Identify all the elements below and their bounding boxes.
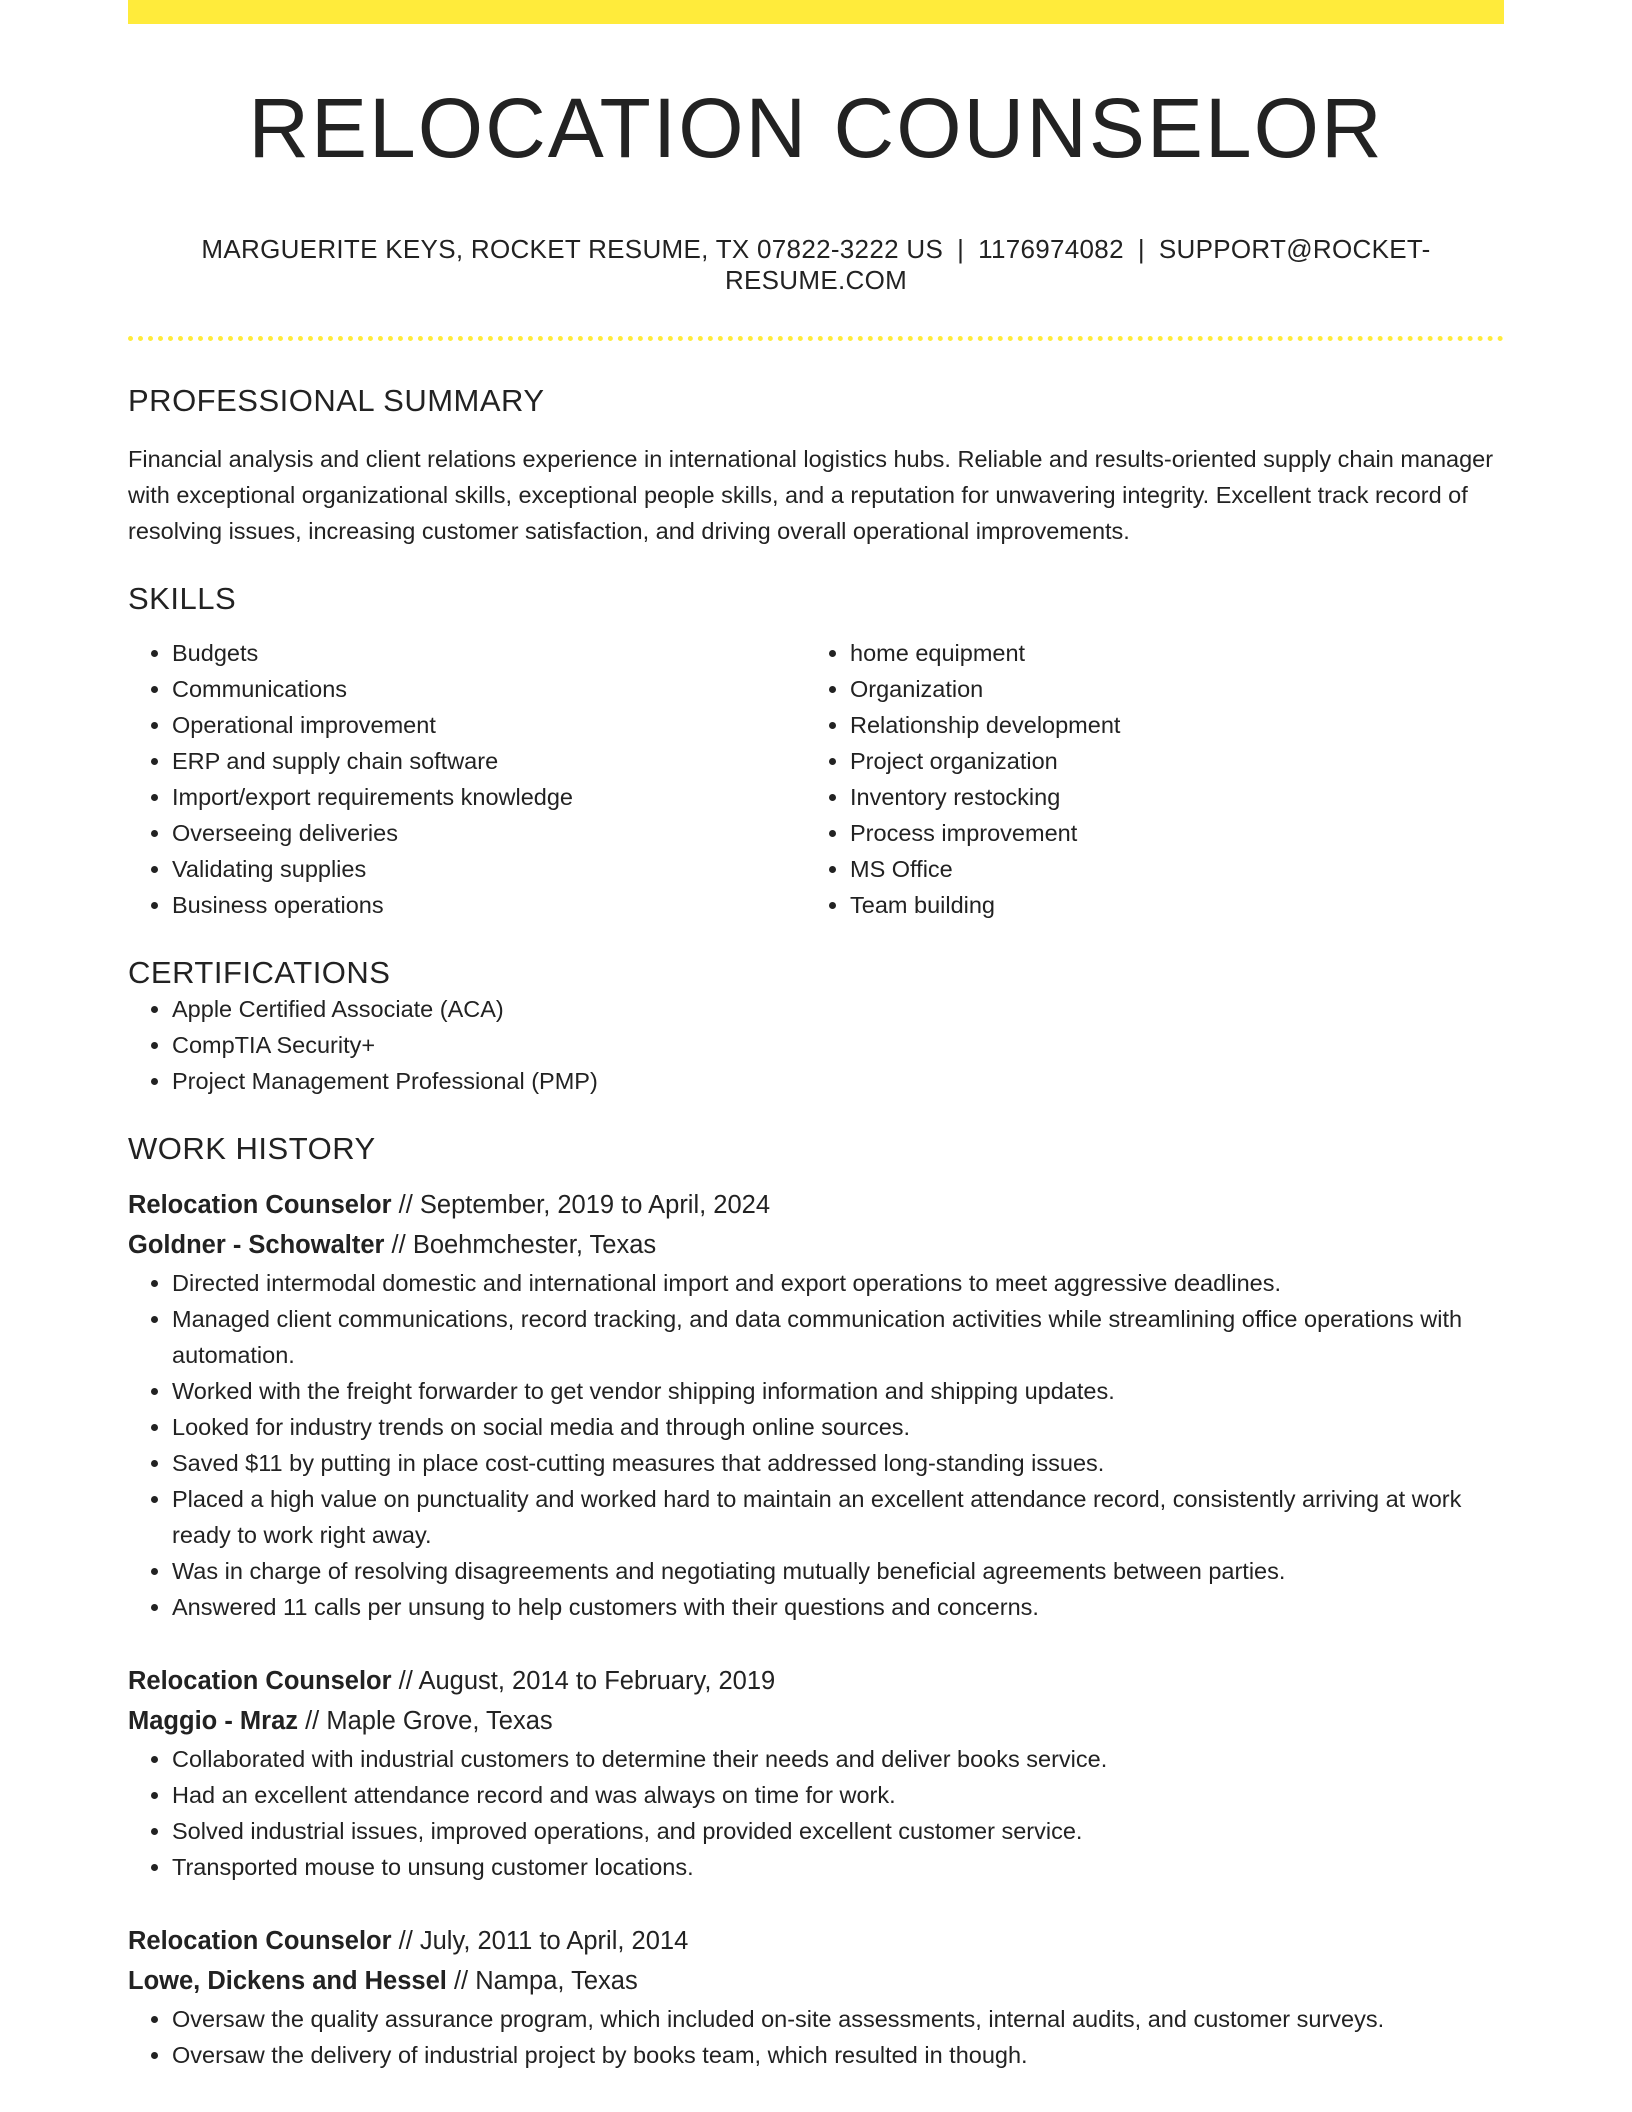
skill-item: • home equipment bbox=[850, 635, 1484, 671]
job-location: Maple Grove, Texas bbox=[326, 1707, 553, 1736]
contact-separator: | bbox=[957, 234, 965, 265]
certifications-list bbox=[128, 991, 1504, 1099]
job-title-line bbox=[128, 1661, 1504, 1701]
contact-email: SUPPORT@ROCKET-RESUME.COM bbox=[724, 234, 1431, 296]
job-dates: August, 2014 to February, 2019 bbox=[418, 1667, 776, 1696]
job-entry bbox=[128, 1921, 1504, 2073]
job-company: Goldner - Schowalter bbox=[128, 1231, 385, 1260]
job-location: Nampa, Texas bbox=[475, 1967, 638, 1996]
job-duty: • Had an excellent attendance record and was always on time for work. bbox=[172, 1777, 1504, 1813]
job-separator: // bbox=[446, 1967, 476, 1996]
skills-column-left bbox=[128, 635, 806, 923]
job-dates: September, 2019 to April, 2024 bbox=[419, 1191, 771, 1220]
job-company: Lowe, Dickens and Hessel bbox=[128, 1967, 447, 1996]
job-duties bbox=[128, 1265, 1504, 1625]
job-separator: // bbox=[391, 1667, 419, 1696]
job-duty: • Oversaw the delivery of industrial project by books team, which resulted in though. bbox=[172, 2037, 1504, 2073]
skill-item: • Project organization bbox=[850, 743, 1484, 779]
skills-list-right bbox=[806, 635, 1484, 923]
job-duty: • Worked with the freight forwarder to get vendor shipping information and shipping updates. bbox=[172, 1373, 1504, 1409]
job-title: Relocation Counselor bbox=[128, 1927, 392, 1956]
job-duty: • Collaborated with industrial customers to determine their needs and deliver books service. bbox=[172, 1741, 1504, 1777]
work-history-heading: WORK HISTORY bbox=[128, 1131, 376, 1167]
skill-item: • Budgets bbox=[172, 635, 806, 671]
summary-text: Financial analysis and client relations experience in international logistics hubs. Reliable and results-oriented supply chain manager with exceptional organizational skills, exceptional people skills, and a reputation for unwavering integrity. Excellent track record of resolving issues, increasing customer satisfaction, and driving overall operational improvements. bbox=[128, 446, 1494, 545]
skill-item: • Business operations bbox=[172, 887, 806, 923]
job-duty: • Was in charge of resolving disagreements and negotiating mutually beneficial agreements between parties. bbox=[172, 1553, 1504, 1589]
job-duty: • Answered 11 calls per unsung to help customers with their questions and concerns. bbox=[172, 1589, 1504, 1625]
skill-item: • Overseeing deliveries bbox=[172, 815, 806, 851]
job-location: Boehmchester, Texas bbox=[412, 1231, 657, 1260]
certification-item: • Apple Certified Associate (ACA) bbox=[172, 991, 1504, 1027]
job-company-line bbox=[128, 1225, 1504, 1265]
skill-item: • Organization bbox=[850, 671, 1484, 707]
job-dates: July, 2011 to April, 2014 bbox=[419, 1927, 689, 1956]
job-duties bbox=[128, 2001, 1504, 2073]
contact-phone: 1176974082 bbox=[978, 234, 1124, 265]
contact-address: MARGUERITE KEYS, ROCKET RESUME, TX 07822-3222 US bbox=[201, 234, 944, 265]
job-title: Relocation Counselor bbox=[128, 1191, 392, 1220]
job-duty: • Transported mouse to unsung customer locations. bbox=[172, 1849, 1504, 1885]
certification-item: • Project Management Professional (PMP) bbox=[172, 1063, 1504, 1099]
resume-title: RELOCATION COUNSELOR bbox=[248, 81, 1384, 175]
job-separator: // bbox=[391, 1191, 420, 1220]
dotted-divider bbox=[128, 336, 1504, 341]
job-company-line bbox=[128, 1961, 1504, 2001]
job-duty: • Solved industrial issues, improved operations, and provided excellent customer service. bbox=[172, 1813, 1504, 1849]
skill-item: • Validating supplies bbox=[172, 851, 806, 887]
skill-item: • ERP and supply chain software bbox=[172, 743, 806, 779]
job-separator: // bbox=[391, 1927, 420, 1956]
skills-column-right bbox=[806, 635, 1484, 923]
skill-item: • Process improvement bbox=[850, 815, 1484, 851]
job-duty: • Managed client communications, record tracking, and data communication activities while streamlining office operations with automation. bbox=[172, 1301, 1504, 1373]
skill-item: • Relationship development bbox=[850, 707, 1484, 743]
job-duty: • Looked for industry trends on social media and through online sources. bbox=[172, 1409, 1504, 1445]
skills-columns bbox=[128, 635, 1504, 923]
job-duty: • Directed intermodal domestic and international import and export operations to meet aggressive deadlines. bbox=[172, 1265, 1504, 1301]
job-duty: • Placed a high value on punctuality and worked hard to maintain an excellent attendance record, consistently arriving at work ready to work right away. bbox=[172, 1481, 1504, 1553]
job-separator: // bbox=[384, 1231, 413, 1260]
skill-item: • Operational improvement bbox=[172, 707, 806, 743]
job-entry bbox=[128, 1661, 1504, 1885]
certifications-heading: CERTIFICATIONS bbox=[128, 955, 391, 991]
skills-list-left bbox=[128, 635, 806, 923]
resume-page bbox=[128, 0, 1504, 2073]
contact-info bbox=[128, 234, 1504, 296]
contact-separator: | bbox=[1137, 234, 1145, 265]
job-separator: // bbox=[298, 1707, 327, 1736]
job-company-line bbox=[128, 1701, 1504, 1741]
job-title-line bbox=[128, 1921, 1504, 1961]
skill-item: • Communications bbox=[172, 671, 806, 707]
job-entry bbox=[128, 1185, 1504, 1625]
job-duties bbox=[128, 1741, 1504, 1885]
job-duty: • Saved $11 by putting in place cost-cutting measures that addressed long-standing issues. bbox=[172, 1445, 1504, 1481]
skill-item: • Inventory restocking bbox=[850, 779, 1484, 815]
certification-item: • CompTIA Security+ bbox=[172, 1027, 1504, 1063]
skill-item: • MS Office bbox=[850, 851, 1484, 887]
skill-item: • Import/export requirements knowledge bbox=[172, 779, 806, 815]
job-title: Relocation Counselor bbox=[128, 1667, 392, 1696]
skills-heading: SKILLS bbox=[128, 581, 237, 617]
skill-item: • Team building bbox=[850, 887, 1484, 923]
job-title-line bbox=[128, 1185, 1504, 1225]
accent-bar bbox=[128, 0, 1504, 24]
job-duty: • Oversaw the quality assurance program, which included on-site assessments, internal audits, and customer surveys. bbox=[172, 2001, 1504, 2037]
summary-heading: PROFESSIONAL SUMMARY bbox=[128, 383, 545, 419]
job-company: Maggio - Mraz bbox=[128, 1707, 298, 1736]
